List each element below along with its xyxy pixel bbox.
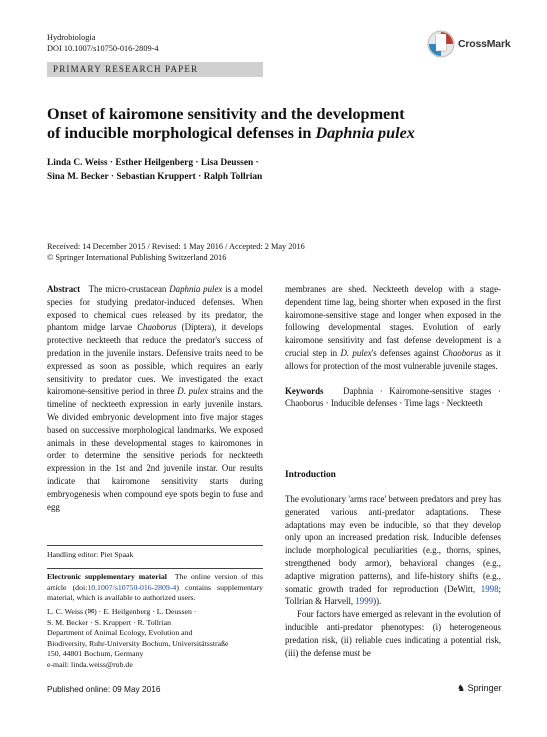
abstract-cont-italic-2: Chaoborus	[442, 347, 482, 358]
esm-text-2: ) contains supplementary material, which is available to authorized users.	[47, 582, 263, 602]
intro-p1-text-a: The evolutionary 'arms race' between predators and prey has generated various anti-predator adaptations. These adaptations may even be inducible, so that they develop only upon an increased predation risk. Inducible defenses include morphological peculiarities (e.g., thorns, spines, strengthened body armor), behavioral changes (e.g., adaptive migration patterns), and life-history shifts (e.g., somatic growth traded for reproduction (DeWitt,	[285, 494, 501, 594]
citation-link-tollrian[interactable]: 1999	[355, 596, 374, 607]
affiliation-line-2: S. M. Becker · S. Kruppert · R. Tollrian	[47, 617, 172, 627]
keywords-text: Daphnia · Kairomone-sensitive stages · Chaoborus · Inducible defenses · Time lags · Neckteeth	[285, 385, 502, 409]
abstract-block	[47, 283, 263, 513]
copyright-line: © Springer International Publishing Switzerland 2016	[47, 252, 227, 262]
received-dates: Received: 14 December 2015 / Revised: 1 May 2016 / Accepted: 2 May 2016	[47, 242, 305, 251]
journal-header	[47, 33, 159, 54]
abstract-cont-text	[285, 283, 501, 373]
abstract-part-1: The micro-crustacean	[88, 284, 170, 294]
title-line-1: Onset of kairomone sensitivity and the development	[47, 105, 405, 123]
published-online: Published online: 09 May 2016	[47, 684, 161, 694]
citation-link-dewitt[interactable]: 1998	[480, 583, 499, 594]
intro-paragraph-2: Four factors have emerged as relevant in the evolution of inducible anti-predator phenotypes: (i) heterogeneous predation risk, (ii) reliable cues indicating a potential risk, (iii) the defense must be	[285, 609, 501, 658]
affiliation-line-1: L. C. Weiss (✉) · E. Heilgenberg · L. Deussen ·	[47, 607, 197, 616]
abstract-italic-1: Daphnia pulex	[169, 284, 223, 294]
intro-p1-text-b: ; Tollrian & Harvell,	[285, 583, 501, 607]
esm-divider	[47, 568, 263, 569]
abstract-continuation	[285, 283, 501, 410]
affiliation-email[interactable]: e-mail: linda.weiss@rub.de	[47, 659, 133, 669]
article-title	[47, 105, 487, 143]
esm-doi-link[interactable]: 10.1007/s10750-016-2809-4	[87, 582, 177, 592]
keywords	[285, 385, 501, 411]
article-type-band	[47, 62, 263, 77]
title-species: Daphnia pulex	[315, 124, 415, 142]
authors-line-1: Linda C. Weiss · Esther Heilgenberg · Lisa Deussen ·	[47, 158, 259, 168]
doi-text: DOI 10.1007/s10750-016-2809-4	[47, 43, 159, 53]
affiliation-block	[47, 607, 263, 670]
title-line-2-text: of inducible morphological defenses in	[47, 124, 316, 142]
abstract-cont-part-2: 's defenses against	[371, 347, 443, 358]
publisher-logo	[457, 683, 502, 694]
handling-editor: Handling editor: Piet Spaak	[47, 550, 134, 559]
affiliation-line-5: 150, 44801 Bochum, Germany	[47, 649, 144, 658]
footnote-divider	[47, 545, 263, 546]
abstract-part-2: is a model species for studying predator-induced defenses. When exposed to chemical cues released by its predator, the phantom midge larvae	[47, 284, 263, 333]
abstract-text	[47, 283, 263, 513]
springer-horse-icon: ♞	[457, 683, 466, 693]
keywords-heading: Keywords	[285, 385, 324, 396]
authors-line-2: Sina M. Becker · Sebastian Kruppert · Ralph Tollrian	[47, 172, 263, 182]
publisher-name: Springer	[467, 683, 502, 693]
crossmark-label: CrossMark	[458, 38, 511, 50]
abstract-heading: Abstract	[47, 284, 81, 294]
abstract-italic-3: D. pulex	[177, 386, 208, 397]
article-history	[47, 242, 377, 263]
esm-heading: Electronic supplementary material	[47, 572, 167, 581]
introduction-body	[285, 493, 501, 659]
abstract-cont-italic-1: D. pulex	[340, 347, 372, 358]
intro-p1-text-c: )).	[373, 596, 382, 607]
affiliation-line-3: Department of Animal Ecology, Evolution and	[47, 628, 193, 637]
affiliation-line-4: Biodiversity, Ruhr-University Bochum, Universitätsstraße	[47, 638, 229, 648]
title-line-2	[47, 124, 487, 143]
crossmark-badge[interactable]	[427, 27, 527, 63]
abstract-cont-part-1: membranes are shed. Neckteeth develop with a stage-dependent time lag, being shorter when exposed in the first kairomone-sensitive stage and longer when exposed in the following developmental stages. Evolution of early kairomone sensitivity and fast defense development is a crucial step in	[285, 284, 501, 358]
article-type-label: PRIMARY RESEARCH PAPER	[53, 64, 199, 74]
abstract-italic-2: Chaoborus	[137, 322, 177, 333]
intro-paragraph-1	[285, 493, 501, 608]
crossmark-icon	[427, 27, 455, 61]
abstract-part-4: strains and the timeline of neckteeth expression in early juvenile instars. We divided embryonic development into five major stages based on successive morphological landmarks. We exposed animals in these developmental stages to kairomones in order to determine the sensitive periods for neckteeth expression in the 1st and 2nd juvenile instar. Our results indicate that kairomone sensitivity starts during embryogenesis when compound eye spots begin to fuse and egg	[47, 386, 263, 512]
esm-note	[47, 572, 263, 604]
abstract-part-3: (Diptera), it develops protective neckteeth that reduce the predator's success of predation in the juvenile instars. Defensive traits need to be expressed as soon as possible, which requires an early sensitivity to predator cues. We investigated the exact kairomone-sensitive period in three	[47, 322, 263, 397]
introduction-heading: Introduction	[285, 470, 336, 480]
journal-name: Hydrobiologia	[47, 33, 96, 42]
esm-text-1: The online version of this article (doi:	[47, 572, 264, 592]
author-list	[47, 156, 447, 184]
abstract-cont-part-3: as it allows for protection of the most vulnerable juvenile stages.	[285, 347, 502, 371]
